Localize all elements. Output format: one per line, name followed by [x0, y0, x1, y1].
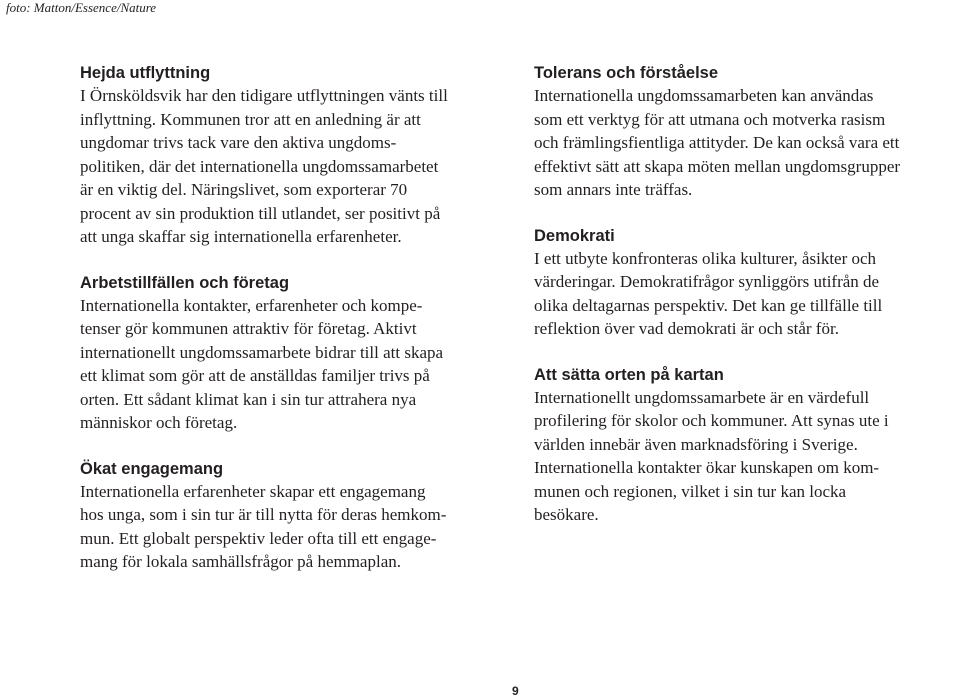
section-body: Internationella erfarenheter skapar ett engagemang hos unga, som i sin tur är till nytta för deras hemkom- mun. Ett globalt perspektiv leder ofta till ett engage- mang för lokala samhällsfrågor på hemmaplan. — [80, 481, 447, 571]
section-heading: Arbetstillfällen och företag — [80, 273, 290, 292]
section-okat-engagemang — [80, 458, 515, 574]
section-heading: Hejda utflyttning — [80, 64, 211, 82]
section-body: I Örnsköldsvik har den tidigare utflyttningen vänts till inflyttning. Kommunen tror att en anledning är att ungdomar trivs tack vare den aktiva ungdoms- politiken, där det internationella ungdomssamarbetet är en viktig del. Näringslivet, som exporterar 70 procent av sin produktion till utlandet, ser positivt på att unga skaffar sig internationella erfarenheter. — [80, 86, 448, 246]
page-number: 9 — [512, 684, 519, 698]
section-body: I ett utbyte konfronteras olika kulturer, åsikter och värderingar. Demokratifrågor synliggörs utifrån de olika deltagarnas perspektiv. Det kan ge tillfälle till reflektion över vad demokrati är och står för. — [534, 248, 883, 338]
section-body: Internationella kontakter, erfarenheter och kompe- tenser gör kommunen attraktiv för företag. Aktivt internationellt ungdomssamarbete bidrar till att skapa ett klimat som gör att de anställdas familjer trivs på orten. Ett sådant klimat kan i sin tur attrahera nya människor och företag. — [80, 295, 444, 432]
section-body: Internationella ungdomssamarbeten kan användas som ett verktyg för att utmana och motverka rasism och främlingsfientliga attityder. De kan också vara ett effektivt sätt att skapa möten mellan ungdomsgrupper som annars inte träffas. — [534, 86, 901, 199]
section-body: Internationellt ungdomssamarbete är en värdefull profilering för skolor och kommuner. Att synas ute i världen innebär även marknadsföring i Sverige. Internationella kontakter ökar kunskapen om kom- munen och regionen, vilket i sin tur kan locka besökare. — [534, 387, 889, 524]
section-heading: Tolerans och förståelse — [534, 64, 719, 82]
photo-credit: foto: Matton/Essence/Nature — [6, 0, 157, 15]
section-heading: Att sätta orten på kartan — [534, 365, 724, 384]
section-orten-pa-kartan — [534, 364, 960, 527]
section-heading: Demokrati — [534, 226, 615, 245]
section-hejda-utflyttning — [80, 62, 515, 249]
section-arbetstillfallen — [80, 272, 515, 435]
section-heading: Ökat engagemang — [80, 459, 224, 478]
section-demokrati — [534, 225, 960, 341]
right-column — [534, 62, 960, 550]
left-column — [80, 62, 515, 597]
section-tolerans — [534, 62, 960, 202]
